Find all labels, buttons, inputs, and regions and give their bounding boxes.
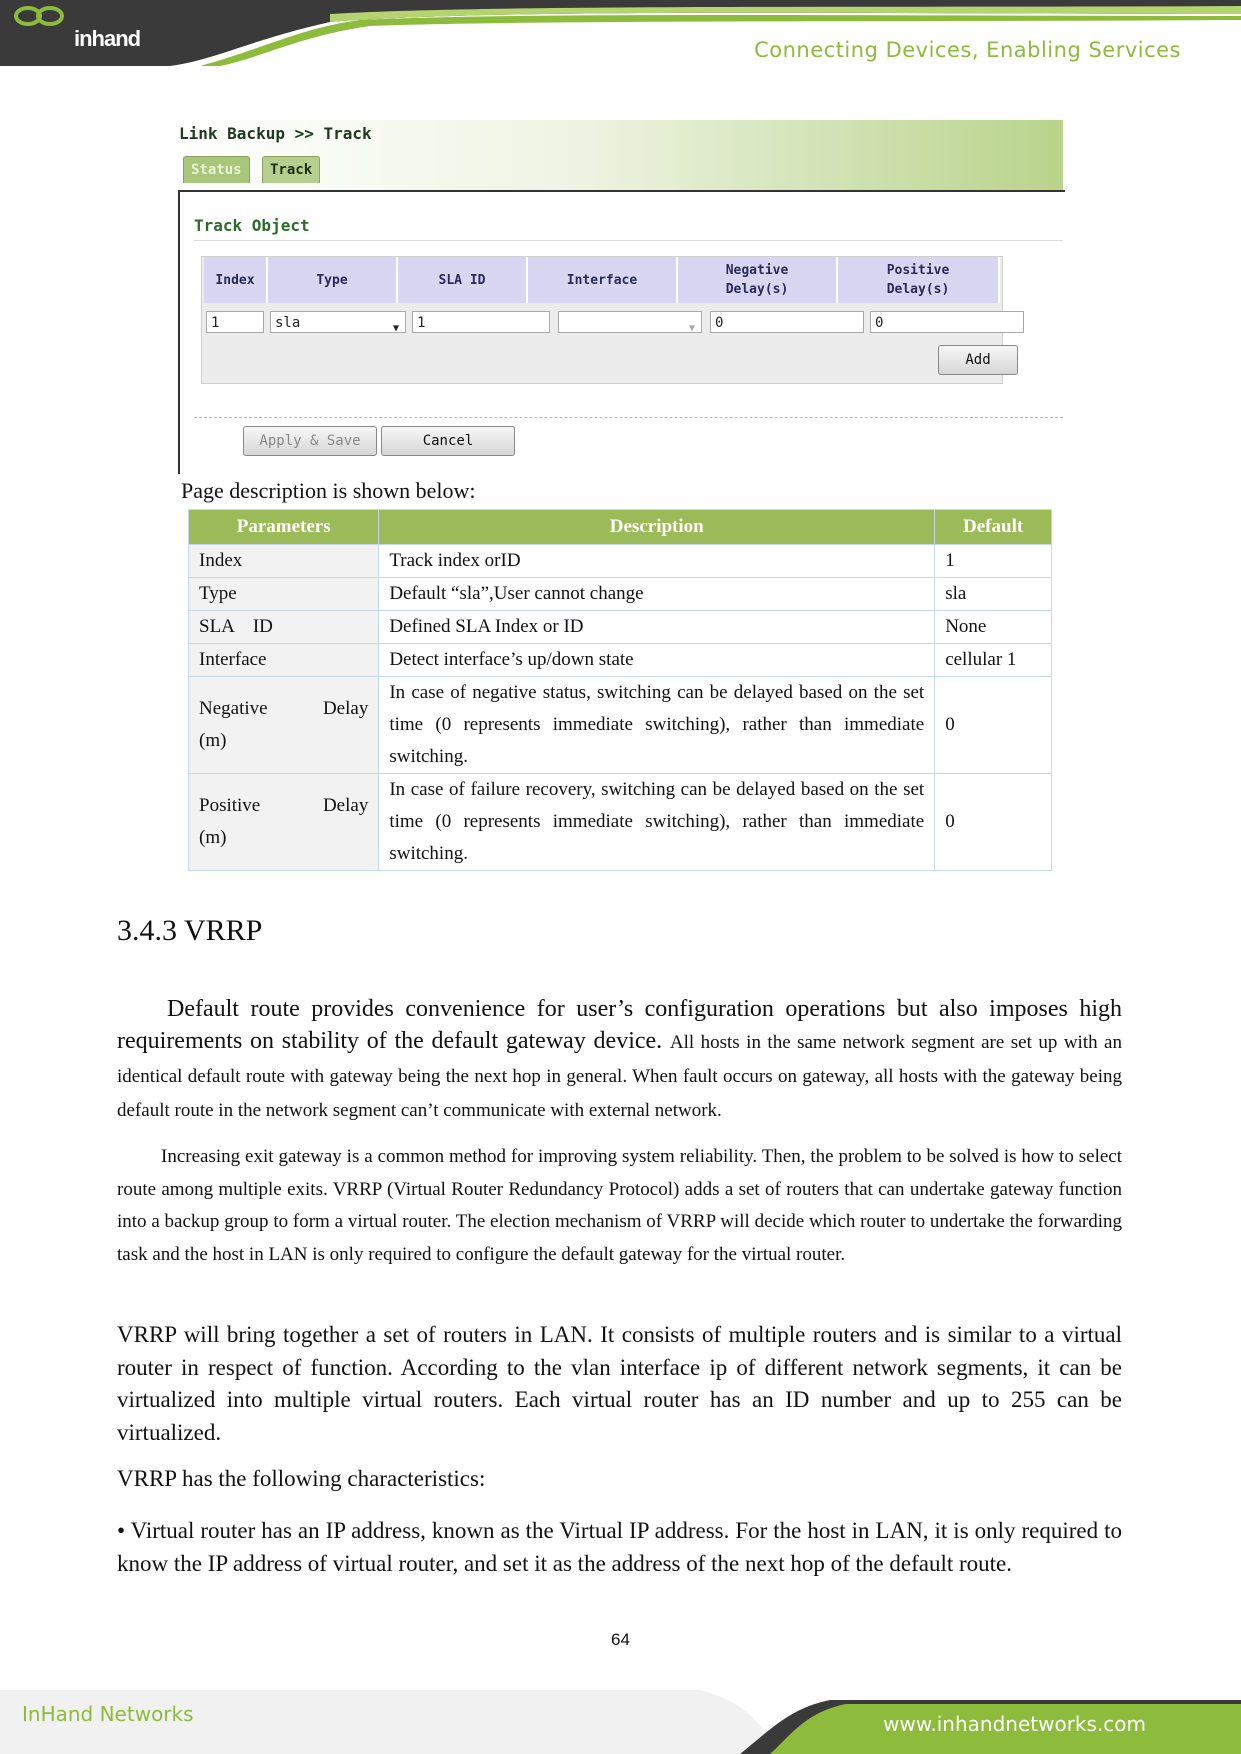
paragraph-lead: Default route provides convenience for user’s configuration operations but also imposes high requirements on stability of the default gateway device.: [117, 996, 1122, 1054]
description-cell: Detect interface’s up/down state: [379, 644, 935, 677]
cancel-button[interactable]: Cancel: [381, 426, 515, 456]
description-cell: In case of failure recovery, switching can be delayed based on the set time (0 represents immediate switching), rather than immediate switching.: [379, 774, 935, 871]
section-heading: 3.4.3 VRRP: [117, 914, 263, 947]
inhand-logo-icon: [0, 0, 80, 60]
track-object-grid: [201, 256, 1003, 384]
header-default: Default: [935, 510, 1052, 545]
paragraph-rest: All hosts in the same network segment are set up with an identical default route with gateway being the next hop in general. When fault occurs on gateway, all hosts with the gateway being default route in the network segment can’t communicate with external network.: [117, 1032, 1122, 1121]
dropdown-arrow-icon: ▼: [392, 323, 399, 334]
add-button[interactable]: Add: [938, 345, 1018, 375]
type-select[interactable]: [270, 311, 406, 333]
param-cell: Index: [189, 545, 379, 578]
page-header: [0, 0, 1241, 70]
table-header-row: [189, 510, 1052, 545]
param-cell: Interface: [189, 644, 379, 677]
footer-website: www.inhandnetworks.com: [883, 1712, 1146, 1736]
table-caption: Page description is shown below:: [181, 478, 476, 503]
parameter-table: [188, 509, 1052, 871]
table-row: [189, 578, 1052, 611]
tab-track[interactable]: Track: [262, 156, 320, 183]
dropdown-arrow-icon: ▼: [688, 323, 695, 334]
col-negative-delay: Negative Delay(s): [678, 257, 838, 303]
param-line: Negative Delay: [199, 698, 369, 719]
paragraph: VRRP will bring together a set of routers in LAN. It consists of multiple routers and is similar to a virtual router in respect of function. According to the vlan interface ip of different network segments, it can be virtualized into multiple virtual routers. Each virtual router has an ID number and up to 255 can be virtualized.: [117, 1322, 1122, 1445]
track-object-title: Track Object: [194, 216, 310, 235]
param-line: Positive Delay: [199, 795, 369, 816]
col-type: Type: [268, 257, 398, 303]
description-cell: Track index orID: [379, 545, 935, 578]
page-number: 64: [611, 1630, 630, 1649]
tab-status[interactable]: Status: [183, 156, 250, 183]
header-parameters: Parameters: [189, 510, 379, 545]
header-tagline: Connecting Devices, Enabling Services: [754, 38, 1181, 62]
param-cell: [189, 774, 379, 871]
type-select-value: sla: [275, 315, 301, 331]
table-row: [189, 774, 1052, 871]
default-cell: sla: [935, 578, 1052, 611]
description-cell: Defined SLA Index or ID: [379, 611, 935, 644]
default-cell: 1: [935, 545, 1052, 578]
default-cell: 0: [935, 774, 1052, 871]
divider: [194, 417, 1063, 418]
table-row: [189, 644, 1052, 677]
paragraph: [117, 993, 1122, 1127]
divider: [194, 240, 1063, 241]
paragraph: Increasing exit gateway is a common method for improving system reliability. Then, the problem to be solved is how to select route among multiple exits. VRRP (Virtual Router Redundancy Protocol) adds a set of routers that can undertake gateway function into a backup group to form a virtual router. The election mechanism of VRRP will decide which router to undertake the forwarding task and the host in LAN is only required to configure the default gateway for the virtual router.: [117, 1146, 1122, 1265]
description-cell: In case of negative status, switching can be delayed based on the set time (0 represents immediate switching), rather than immediate switching.: [379, 677, 935, 774]
apply-save-button[interactable]: Apply & Save: [243, 426, 377, 456]
default-cell: cellular 1: [935, 644, 1052, 677]
table-row: [189, 611, 1052, 644]
sla-id-input[interactable]: 1: [412, 311, 550, 333]
positive-delay-input[interactable]: 0: [870, 311, 1024, 333]
screenshot-breadcrumb: Link Backup >> Track: [179, 124, 372, 143]
page-footer: [0, 1690, 1241, 1754]
param-cell: SLA ID: [189, 611, 379, 644]
interface-select[interactable]: [558, 311, 702, 333]
default-cell: None: [935, 611, 1052, 644]
col-positive-delay: Positive Delay(s): [838, 257, 1000, 303]
param-line: (m): [199, 730, 227, 751]
col-sla-id: SLA ID: [398, 257, 528, 303]
col-interface: Interface: [528, 257, 678, 303]
logo-text: inhand: [74, 26, 141, 51]
negative-delay-input[interactable]: 0: [710, 311, 864, 333]
header-description: Description: [379, 510, 935, 545]
param-cell: [189, 677, 379, 774]
table-row: [189, 545, 1052, 578]
default-cell: 0: [935, 677, 1052, 774]
paragraph: VRRP has the following characteristics:: [117, 1466, 486, 1491]
table-row: [189, 677, 1052, 774]
param-line: (m): [199, 827, 227, 848]
index-input[interactable]: 1: [206, 311, 264, 333]
param-cell: Type: [189, 578, 379, 611]
bullet-item: • Virtual router has an IP address, known as the Virtual IP address. For the host in LAN, it is only required to know the IP address of virtual router, and set it as the address of the next hop of the default route.: [117, 1518, 1122, 1576]
col-index: Index: [204, 257, 268, 303]
description-cell: Default “sla”,User cannot change: [379, 578, 935, 611]
footer-company: InHand Networks: [22, 1702, 194, 1726]
track-screenshot: [177, 120, 1063, 472]
